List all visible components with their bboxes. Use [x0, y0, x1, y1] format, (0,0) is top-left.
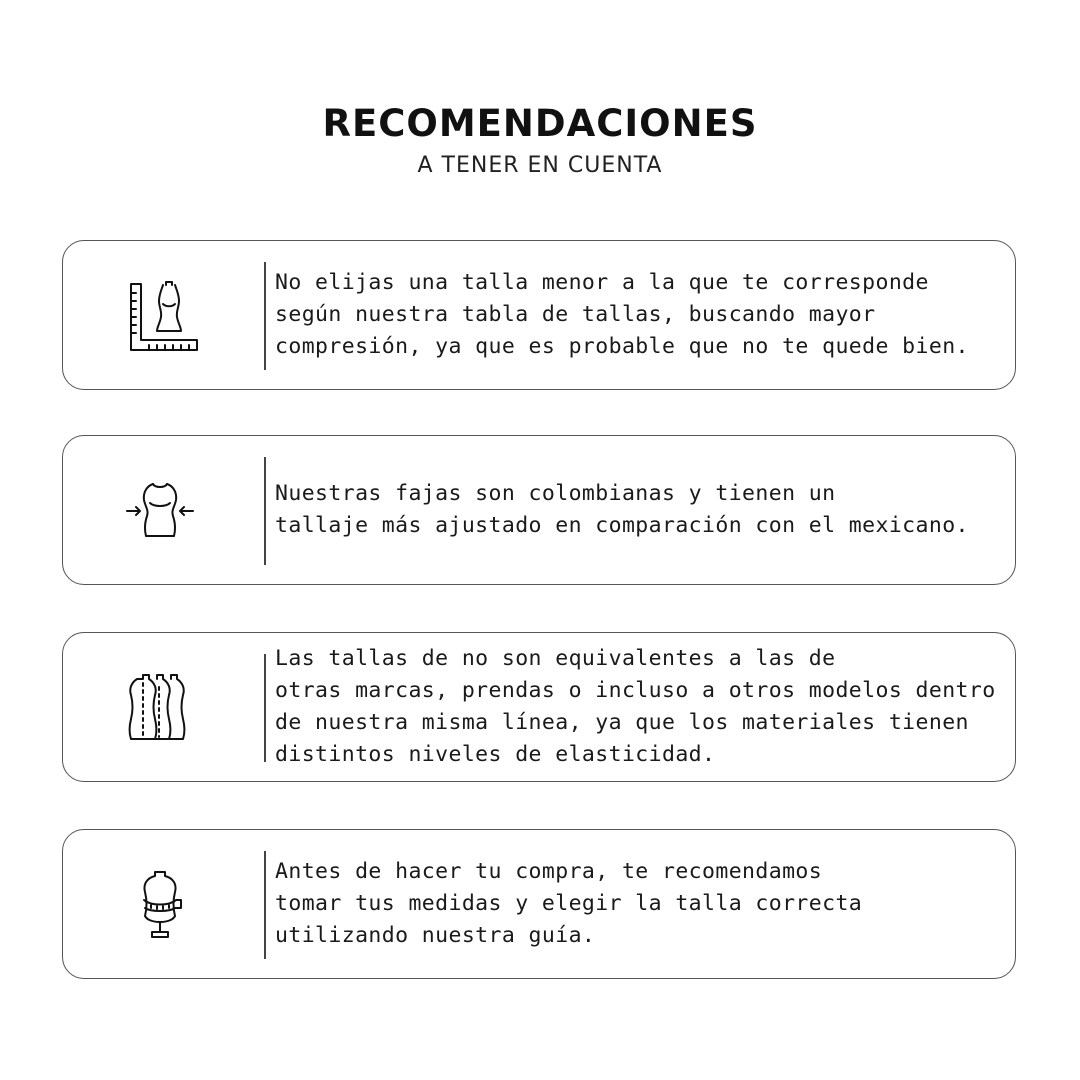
recommendation-text: Las tallas de no son equivalentes a las de otras marcas, prendas o incluso a otros modelos dentro de nuestra misma línea, ya que los materiales tienen distintos niveles de elasticidad.: [275, 646, 996, 767]
card-divider: [264, 457, 266, 565]
card-divider: [264, 654, 266, 762]
recommendation-text: Nuestras fajas son colombianas y tienen un tallaje más ajustado en comparación con el mexicano.: [275, 481, 969, 538]
header: [0, 100, 1080, 182]
recommendation-card-1: [62, 240, 1016, 390]
page-subtitle: A TENER EN CUENTA: [417, 153, 663, 178]
dress-form-tape-icon: [115, 860, 205, 950]
torso-compression-icon: [115, 466, 205, 556]
mannequins-group-icon: [115, 663, 205, 753]
card-divider: [264, 851, 266, 959]
recommendation-text: Antes de hacer tu compra, te recomendamos tomar tus medidas y elegir la talla correcta utilizando nuestra guía.: [275, 859, 863, 948]
recommendation-card-2: [62, 435, 1016, 585]
recommendation-card-3: [62, 632, 1016, 782]
mannequin-measure-icon: [115, 271, 205, 361]
recommendation-text: No elijas una talla menor a la que te corresponde según nuestra tabla de tallas, buscando mayor compresión, ya que es probable que no te quede bien.: [275, 270, 969, 359]
page-title: RECOMENDACIONES: [322, 102, 758, 145]
card-divider: [264, 262, 266, 370]
recommendation-card-4: [62, 829, 1016, 979]
